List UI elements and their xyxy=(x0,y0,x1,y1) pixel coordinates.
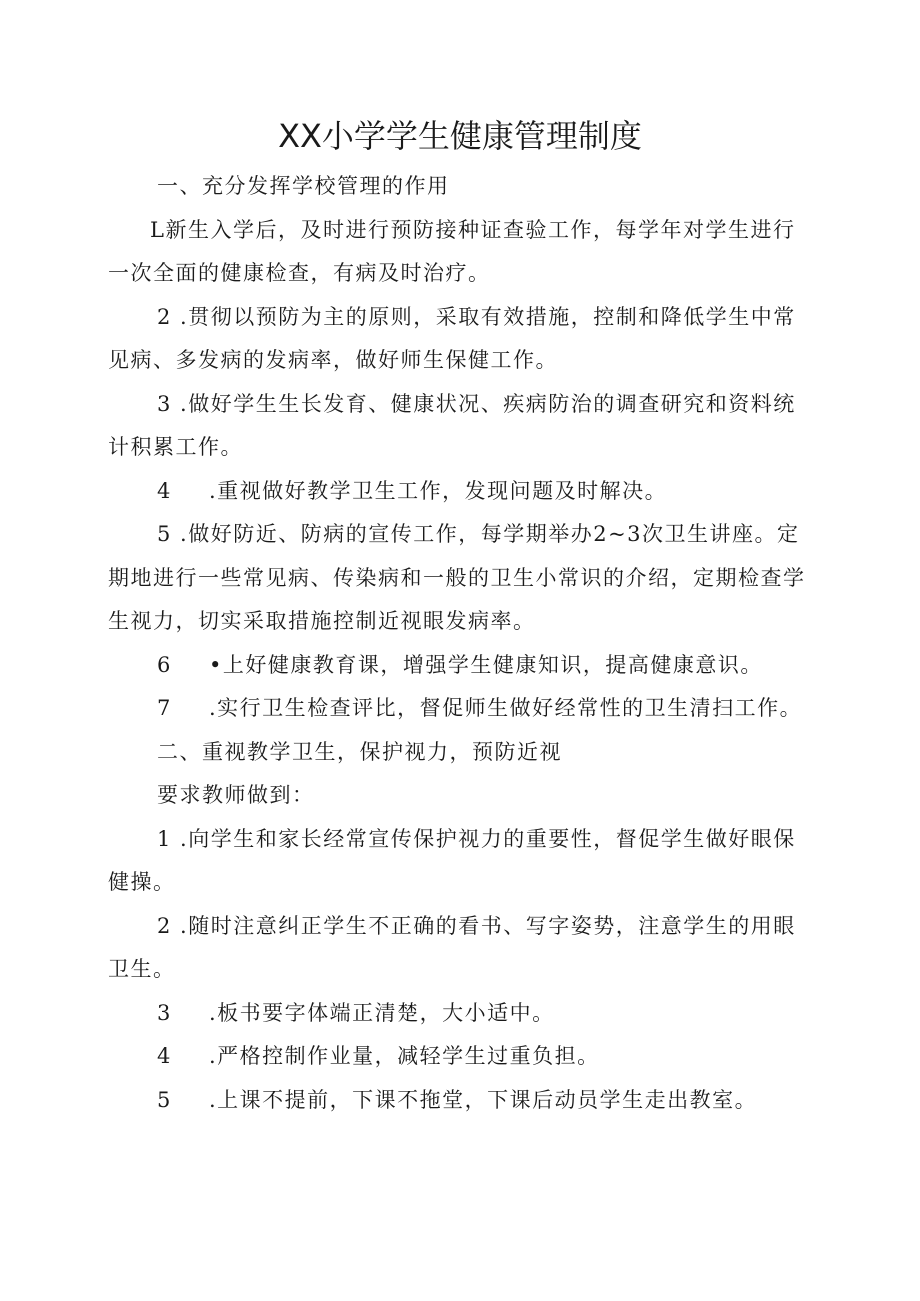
list-item xyxy=(157,476,667,506)
list-item xyxy=(157,1041,600,1071)
paragraph-line: 期地进行一些常见病、传染病和一般的卫生小常识的介绍，定期检查学 xyxy=(108,566,806,590)
list-item xyxy=(157,998,555,1028)
list-item xyxy=(157,1085,757,1115)
document-title: XX小学学生健康管理制度 xyxy=(278,117,642,155)
paragraph-line: 5 .做好防近、防病的宣传工作，每学期举办2~3次卫生讲座。定 xyxy=(157,522,800,546)
list-text: •上好健康教育课，增强学生健康知识，提高健康意识。 xyxy=(209,653,763,677)
paragraph-line: 2 .随时注意纠正学生不正确的看书、写字姿势，注意学生的用眼 xyxy=(157,914,796,938)
list-number: 4 xyxy=(157,1044,172,1068)
list-item xyxy=(157,693,802,723)
paragraph-line: 生视力，切实采取措施控制近视眼发病率。 xyxy=(108,609,536,633)
list-text: .板书要字体端正清楚，大小适中。 xyxy=(209,1001,555,1025)
list-number: 4 xyxy=(157,479,172,503)
paragraph-line: 计积累工作。 xyxy=(108,435,243,459)
paragraph-line: 1 .向学生和家长经常宣传保护视力的重要性，督促学生做好眼保 xyxy=(157,827,796,851)
list-item xyxy=(157,650,763,680)
paragraph-line: 卫生。 xyxy=(108,957,176,981)
paragraph-line: 一次全面的健康检查，有病及时治疗。 xyxy=(108,261,491,285)
paragraph-line: 健操。 xyxy=(108,870,176,894)
list-number: 7 xyxy=(157,696,172,720)
section-intro: 要求教师做到： xyxy=(157,783,315,807)
list-text: .严格控制作业量，减轻学生过重负担。 xyxy=(209,1044,600,1068)
list-text: .重视做好教学卫生工作，发现问题及时解决。 xyxy=(209,479,668,503)
list-number: 6 xyxy=(157,653,172,677)
paragraph-line: 3 .做好学生生长发育、健康状况、疾病防治的调查研究和资料统 xyxy=(157,392,796,416)
paragraph-line: L新生入学后，及时进行预防接种证查验工作，每学年对学生进行 xyxy=(150,218,796,242)
section-heading: 一、充分发挥学校管理的作用 xyxy=(157,174,450,198)
list-text: .上课不提前，下课不拖堂，下课后动员学生走出教室。 xyxy=(209,1088,758,1112)
list-number: 5 xyxy=(157,1088,172,1112)
paragraph-line: 见病、多发病的发病率，做好师生保健工作。 xyxy=(108,348,558,372)
list-text: .实行卫生检查评比，督促师生做好经常性的卫生清扫工作。 xyxy=(209,696,803,720)
list-number: 3 xyxy=(157,1001,172,1025)
paragraph-line: 2 .贯彻以预防为主的原则，采取有效措施，控制和降低学生中常 xyxy=(157,305,796,329)
section-heading: 二、重视教学卫生，保护视力，预防近视 xyxy=(157,740,562,764)
